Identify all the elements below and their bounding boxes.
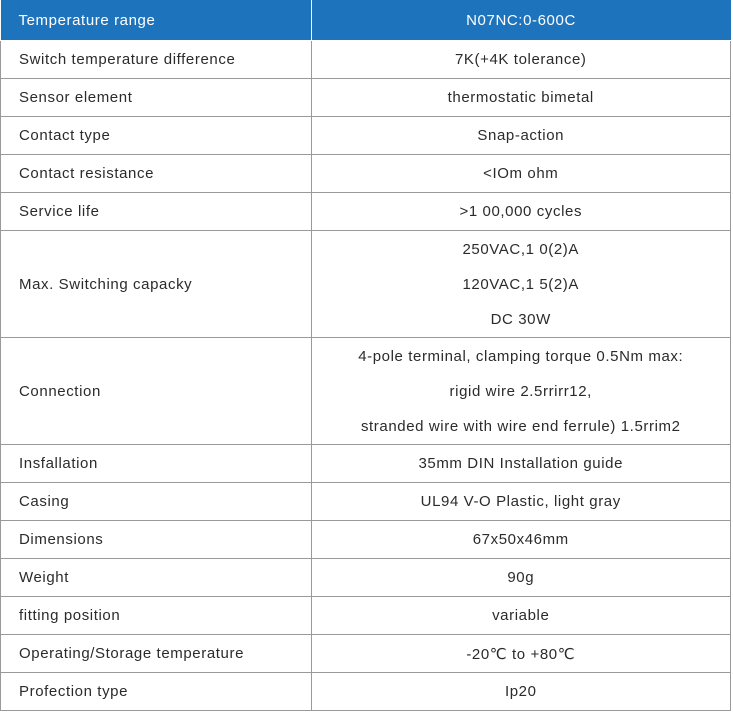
row-value: 7K(+4K tolerance) xyxy=(311,41,731,79)
header-value: N07NC:0-600C xyxy=(311,0,731,41)
row-label: Connection xyxy=(1,338,312,445)
row-label: Dimensions xyxy=(1,521,312,559)
row-value: >1 00,000 cycles xyxy=(311,193,731,231)
row-value xyxy=(311,338,731,445)
row-value: <IOm ohm xyxy=(311,155,731,193)
row-label: Contact resistance xyxy=(1,155,312,193)
table-row xyxy=(1,597,731,635)
table-row xyxy=(1,483,731,521)
table-row xyxy=(1,155,731,193)
table-row xyxy=(1,79,731,117)
row-label: Casing xyxy=(1,483,312,521)
table-row xyxy=(1,117,731,155)
row-value: 90g xyxy=(311,559,731,597)
header-label: Temperature range xyxy=(1,0,312,41)
row-label: Operating/Storage temperature xyxy=(1,635,312,673)
table-row xyxy=(1,193,731,231)
value-line: DC 30W xyxy=(490,310,551,328)
table-header-row xyxy=(1,0,731,41)
row-label: Weight xyxy=(1,559,312,597)
value-line: 120VAC,1 5(2)A xyxy=(462,275,579,293)
row-label: Profection type xyxy=(1,673,312,711)
value-line: 4-pole terminal, clamping torque 0.5Nm max: xyxy=(358,347,684,365)
value-line: stranded wire with wire end ferrule) 1.5rrim2 xyxy=(360,417,681,435)
value-line: 250VAC,1 0(2)A xyxy=(462,240,579,258)
row-value: -20℃ to +80℃ xyxy=(311,635,731,673)
table-row xyxy=(1,673,731,711)
row-value: variable xyxy=(311,597,731,635)
table-row xyxy=(1,41,731,79)
row-label: fitting position xyxy=(1,597,312,635)
table-row xyxy=(1,338,731,445)
table-row xyxy=(1,231,731,338)
row-value: 35mm DIN Installation guide xyxy=(311,445,731,483)
row-label: Switch temperature difference xyxy=(1,41,312,79)
row-label: Service life xyxy=(1,193,312,231)
value-line: rigid wire 2.5rrirr12, xyxy=(449,382,592,400)
table-row xyxy=(1,635,731,673)
table-row xyxy=(1,559,731,597)
row-value: UL94 V-O Plastic, light gray xyxy=(311,483,731,521)
row-label: Sensor element xyxy=(1,79,312,117)
row-label: Contact type xyxy=(1,117,312,155)
row-label: Max. Switching capacky xyxy=(1,231,312,338)
row-value: Snap-action xyxy=(311,117,731,155)
table-row xyxy=(1,521,731,559)
row-value: Ip20 xyxy=(311,673,731,711)
row-value xyxy=(311,231,731,338)
row-value: 67x50x46mm xyxy=(311,521,731,559)
row-label: Insfallation xyxy=(1,445,312,483)
table-row xyxy=(1,445,731,483)
row-value: thermostatic bimetal xyxy=(311,79,731,117)
